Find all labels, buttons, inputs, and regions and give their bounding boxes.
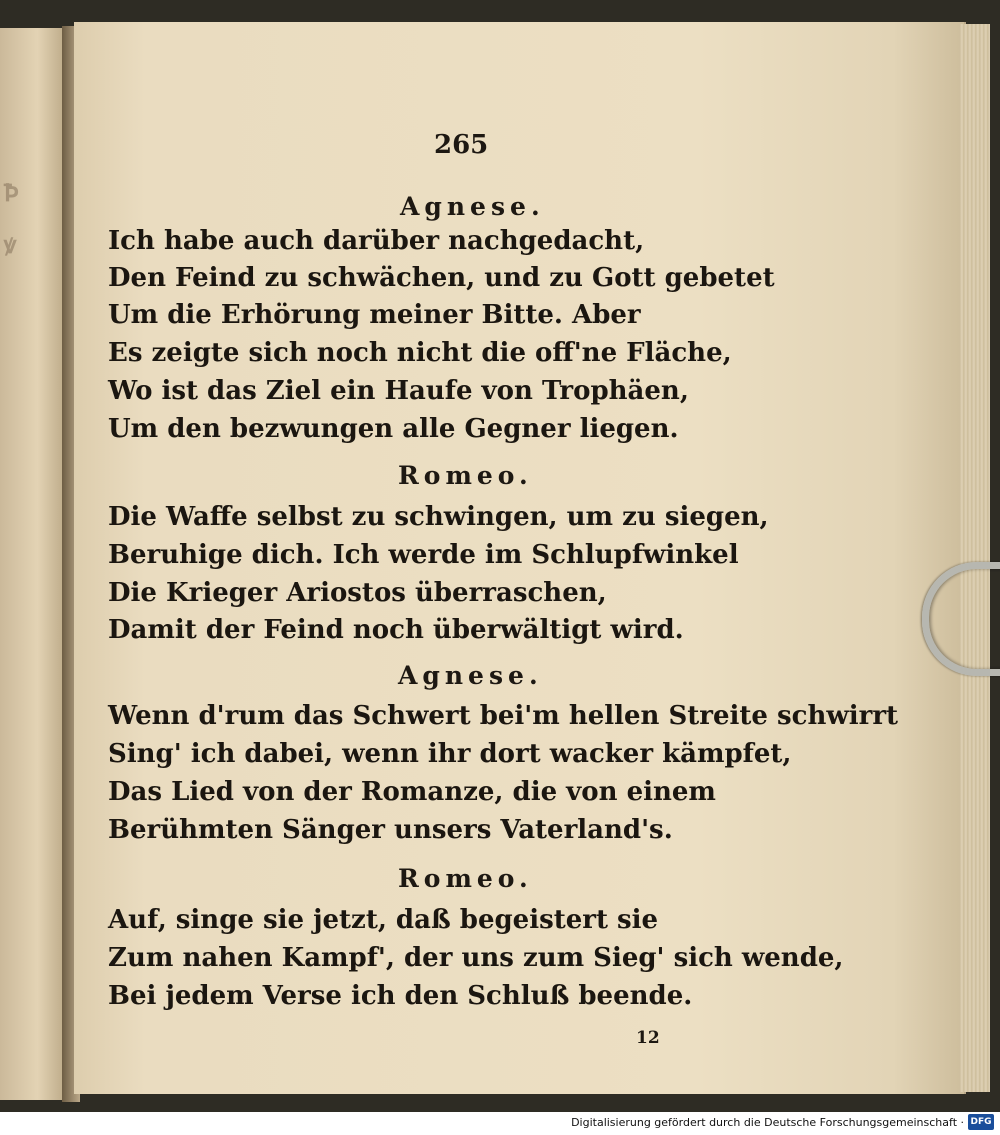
verse-line: Die Krieger Ariostos überraschen, [108,578,607,608]
verse-line: Bei jedem Verse ich den Schluß beende. [108,981,693,1011]
verse-line: Sing' ich dabei, wenn ihr dort wacker kämpfet, [108,739,792,769]
verse-line: Den Feind zu schwächen, und zu Gott gebetet [108,263,775,293]
verse-line: Wenn d'rum das Schwert bei'm hellen Streite schwirrt [108,701,899,731]
left-page-bleed-text: ꝟ [4,230,17,259]
speaker-heading: Agnese. [398,661,543,690]
verse-line: Ich habe auch darüber nachgedacht, [108,226,645,256]
speaker-heading: Romeo. [398,461,533,490]
left-page-bleed-text: Ꝥ [4,178,19,207]
left-page-edge [0,28,68,1100]
page-number: 265 [434,130,489,160]
digitization-credit: Digitalisierung gefördert durch die Deutsche Forschungsgemeinschaft · [571,1116,964,1129]
verse-line: Beruhige dich. Ich werde im Schlupfwinkel [108,540,739,570]
page-stack-edge [960,24,990,1092]
speaker-heading: Agnese. [400,192,545,221]
dfg-logo-icon: DFG [968,1114,994,1130]
verse-line: Auf, singe sie jetzt, daß begeistert sie [108,905,659,935]
verse-line: Damit der Feind noch überwältigt wird. [108,615,684,645]
speaker-heading: Romeo. [398,864,533,893]
verse-line: Wo ist das Ziel ein Haufe von Trophäen, [108,376,689,406]
verse-line: Berühmten Sänger unsers Vaterland's. [108,815,673,845]
verse-line: Es zeigte sich noch nicht die off'ne Fläche, [108,338,732,368]
verse-line: Um den bezwungen alle Gegner liegen. [108,414,679,444]
verse-line: Um die Erhörung meiner Bitte. Aber [108,300,641,330]
verse-line: Das Lied von der Romanze, die von einem [108,777,716,807]
signature-mark: 12 [636,1028,660,1048]
verse-line: Die Waffe selbst zu schwingen, um zu siegen, [108,502,769,532]
verse-line: Zum nahen Kampf', der uns zum Sieg' sich wende, [108,943,844,973]
